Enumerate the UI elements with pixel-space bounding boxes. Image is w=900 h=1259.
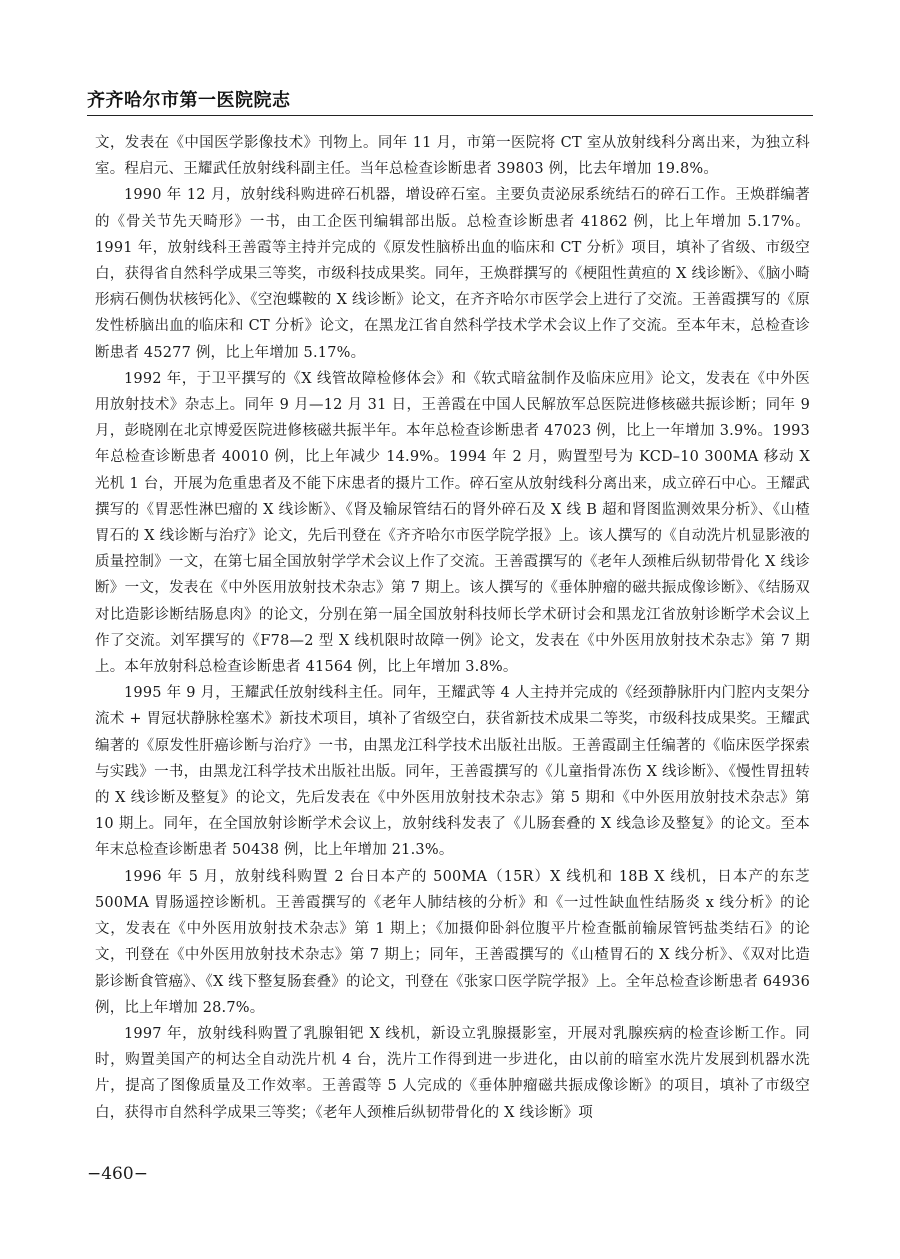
book-title: 齐齐哈尔市第一医院院志 [87, 90, 291, 111]
page-body [95, 130, 810, 1126]
paragraph-1997: 1997 年，放射线科购置了乳腺钼钯 X 线机，新设立乳腺摄影室，开展对乳腺疾病的检查诊断工作。同时，购置美国产的柯达全自动洗片机 4 台，洗片工作得到进一步进化，由以前的暗室水洗片发展到机器水洗片，提高了图像质量及工作效率。王善霞等 5 人完成的《垂体肿瘤磁共振成像诊断》的项目，填补了市级空白，获得市自然科学成果三等奖；《老年人颈椎后纵韧带骨化的 X 线诊断》项 [95, 1025, 810, 1121]
running-header [87, 86, 813, 114]
paragraph-1990: 1990 年 12 月，放射线科购进碎石机器，增设碎石室。主要负责泌尿系统结石的碎石工作。王焕群编著的《骨关节先天畸形》一书，由工企医刊编辑部出版。总检查诊断患者 41862 例，比上年增加 5.17%。1991 年，放射线科王善霞等主持并完成的《原发性脑桥出血的临床和 CT 分析》项目，填补了省级、市级空白，获得省自然科学成果三等奖，市级科技成果奖。同年，王焕群撰写的《梗阻性黄疸的 X 线诊断》、《脑小畸形病石侧伪状核钙化》、《空泡蝶鞍的 X 线诊断》论文，在齐齐哈尔市医学会上进行了交流。王善霞撰写的《原发性桥脑出血的临床和 CT 分析》论文，在黑龙江省自然科学技术学术会议上作了交流。至本年末，总检查诊断患者 45277 例，比上年增加 5.17%。 [95, 187, 810, 361]
page-number: −460− [87, 1164, 148, 1184]
paragraph-1992: 1992 年，于卫平撰写的《X 线管故障检修体会》和《软式暗盆制作及临床应用》论文，发表在《中外医用放射技术》杂志上。同年 9 月—12 月 31 日，王善霞在中国人民解放军总医院进修核磁共振诊断；同年 9 月，彭晓刚在北京博爱医院进修核磁共振半年。本年总检查诊断患者 47023 例，比上一年增加 3.9%。1993 年总检查诊断患者 40010 例，比上年减少 14.9%。1994 年 2 月，购置型号为 KCD–10 300MA 移动 X 光机 1 台，开展为危重患者及不能下床患者的摄片工作。碎石室从放射线科分离出来，成立碎石中心。王耀武撰写的《胃恶性淋巴瘤的 X 线诊断》、《肾及输尿管结石的肾外碎石及 X 线 B 超和肾图监测效果分析》、《山楂胃石的 X 线诊断与治疗》论文，先后刊登在《齐齐哈尔市医学院学报》上。该人撰写的《自动洗片机显影液的质量控制》一文，在第七届全国放射学学术会议上作了交流。王善霞撰写的《老年人颈椎后纵韧带骨化 X 线诊断》一文，发表在《中外医用放射技术杂志》第 7 期上。该人撰写的《垂体肿瘤的磁共振成像诊断》、《结肠双对比造影诊断结肠息肉》的论文，分别在第一届全国放射科技师长学术研讨会和黑龙江省放射诊断学术会议上作了交流。刘军撰写的《F78—2 型 X 线机限时故障一例》论文，发表在《中外医用放射技术杂志》第 7 期上。本年放射科总检查诊断患者 41564 例，比上年增加 3.8%。 [95, 370, 810, 676]
paragraph-1995: 1995 年 9 月，王耀武任放射线科主任。同年，王耀武等 4 人主持并完成的《经颈静脉肝内门腔内支架分流术 + 胃冠状静脉栓塞术》新技术项目，填补了省级空白，获省新技术成果二等奖，市级科技成果奖。王耀武编著的《原发性肝癌诊断与治疗》一书，由黑龙江科学技术出版社出版。王善霞副主任编著的《临床医学探索与实践》一书，由黑龙江科学技术出版社出版。同年，王善霞撰写的《儿童指骨冻伤 X 线诊断》、《慢性胃扭转的 X 线诊断及整复》的论文，先后发表在《中外医用放射技术杂志》第 5 期和《中外医用放射技术杂志》第 10 期上。同年，在全国放射诊断学术会议上，放射线科发表了《儿肠套叠的 X 线急诊及整复》的论文。至本年末总检查诊断患者 50438 例，比上年增加 21.3%。 [95, 685, 810, 859]
paragraph-continued: 文，发表在《中国医学影像技术》刊物上。同年 11 月，市第一医院将 CT 室从放射线科分离出来，为独立科室。程启元、王耀武任放射线科副主任。当年总检查诊断患者 39803 例，比去年增加 19.8%。 [95, 135, 810, 178]
header-rule [87, 115, 813, 116]
paragraph-1996: 1996 年 5 月，放射线科购置 2 台日本产的 500MA（15R）X 线机和 18B X 线机，日本产的东芝 500MA 胃肠遥控诊断机。王善霞撰写的《老年人肺结核的分析》和《一过性缺血性结肠炎 x 线分析》的论文，发表在《中外医用放射技术杂志》第 1 期上；《加摄仰卧斜位腹平片检查骶前输尿管钙盐类结石》的论文，刊登在《中外医用放射技术杂志》第 7 期上；同年，王善霞撰写的《山楂胃石的 X 线分析》、《双对比造影诊断食管癌》、《X 线下整复肠套叠》的论文，刊登在《张家口医学院学报》上。全年总检查诊断患者 64936 例，比上年增加 28.7%。 [95, 868, 810, 1016]
